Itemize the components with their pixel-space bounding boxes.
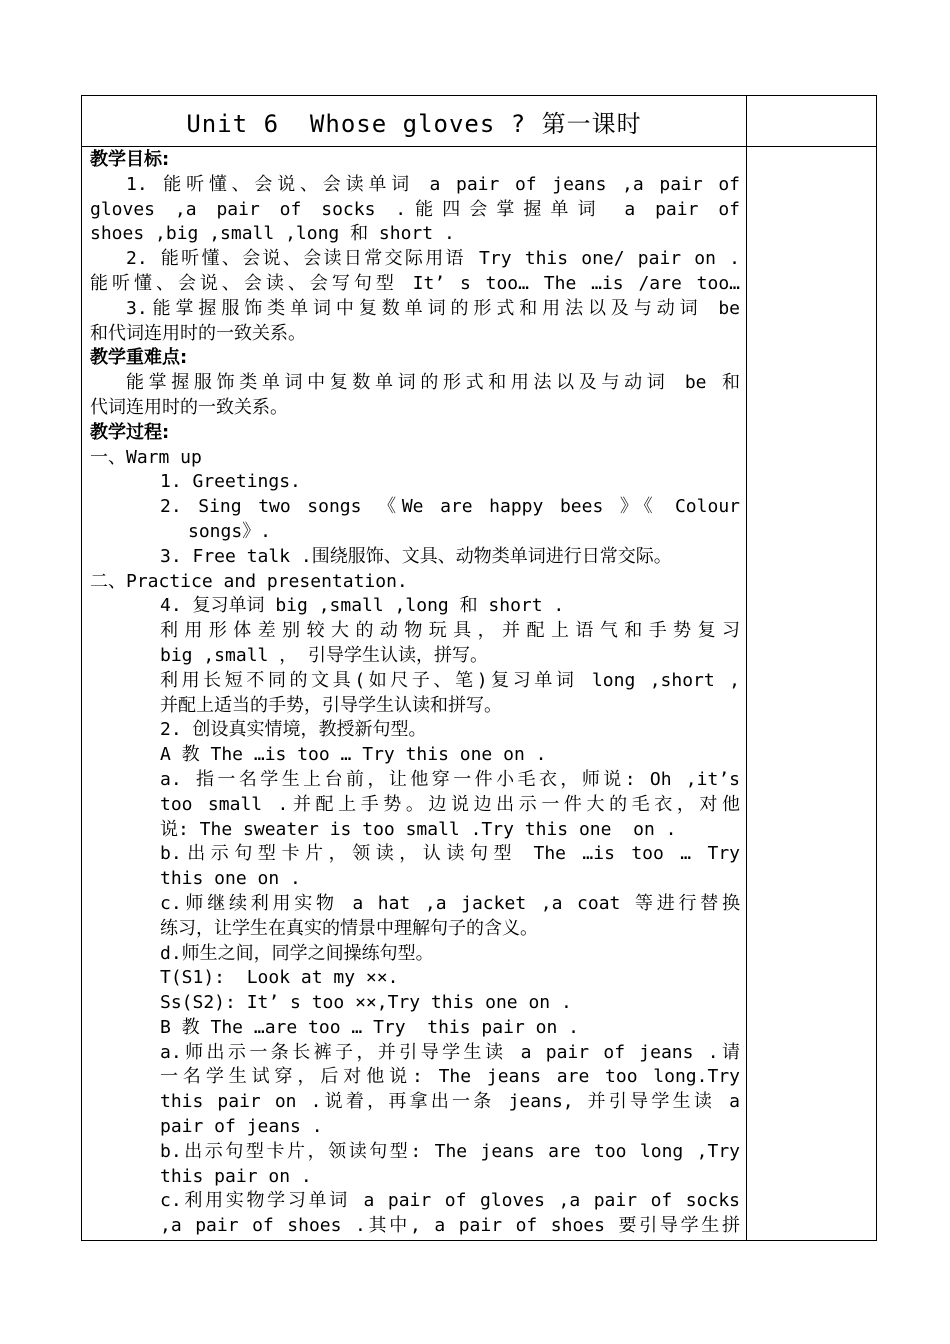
text-line: T(S1): Look at my ××.: [160, 967, 399, 989]
text-line: 一、Warm up: [90, 446, 202, 468]
text-line: 练习，让学生在真实的情景中理解句子的含义。: [160, 917, 538, 939]
text-line: 能听懂、会说、会读、会写句型 It’ s too… The …is /are too…: [90, 272, 740, 294]
text-line: 2. 创设真实情境，教授新句型。: [160, 719, 427, 741]
text-line: big ,small ， 引导学生认读，拼写。: [160, 644, 489, 666]
lesson-title: Unit 6 Whose gloves ? 第一课时: [186, 109, 642, 138]
section-heading: 教学重难点:: [90, 347, 188, 369]
text-line: a.师出示一条长裤子，并引导学生读 a pair of jeans .请: [160, 1041, 740, 1063]
text-line: 利用长短不同的文具(如尺子、笔)复习单词 long ,short ,: [160, 669, 740, 691]
text-line: 2. Sing two songs 《We are happy bees 》《 Colour: [160, 496, 740, 518]
text-line: 能掌握服饰类单词中复数单词的形式和用法以及与动词 be 和: [126, 372, 740, 394]
text-line: d.师生之间，同学之间操练句型。: [160, 942, 434, 964]
text-line: 1. Greetings.: [160, 471, 301, 493]
text-line: this one on .: [160, 868, 301, 890]
text-line: this pair on .: [160, 1165, 312, 1187]
text-line: b.出示句型卡片，领读句型: The jeans are too long ,Try: [160, 1140, 740, 1162]
text-line: 说: The sweater is too small .Try this one on .: [160, 818, 677, 840]
text-line: 3.能掌握服饰类单词中复数单词的形式和用法以及与动词 be: [126, 297, 740, 319]
text-line: 和代词连用时的一致关系。: [90, 322, 306, 344]
text-line: 并配上适当的手势，引导学生认读和拼写。: [160, 694, 502, 716]
text-line: B 教 The …are too … Try this pair on .: [160, 1016, 579, 1038]
text-line: gloves ,a pair of socks .能四会掌握单词 a pair of: [90, 198, 740, 220]
text-line: 二、Practice and presentation.: [90, 570, 408, 592]
row-divider: [82, 146, 876, 147]
section-heading: 教学目标:: [90, 149, 170, 170]
text-line: this pair on .说着，再拿出一条 jeans, 并引导学生读 a: [160, 1091, 740, 1113]
text-line: 1. 能听懂、会说、会读单词 a pair of jeans ,a pair of: [126, 173, 740, 195]
text-line: too small .并配上手势。边说边出示一件大的毛衣，对他: [160, 793, 740, 815]
text-line: Ss(S2): It’ s too ××,Try this one on .: [160, 992, 572, 1014]
text-line: 代词连用时的一致关系。: [90, 396, 288, 418]
lesson-plan-table: [81, 95, 877, 1241]
text-line: c.师继续利用实物 a hat ,a jacket ,a coat 等进行替换: [160, 892, 740, 914]
lesson-content: [90, 148, 740, 1239]
text-line: b.出示句型卡片，领读，认读句型 The …is too … Try: [160, 843, 740, 865]
text-line: 2. 能听懂、会说、会读日常交际用语 Try this one/ pair on .: [126, 248, 740, 270]
text-line: shoes ,big ,small ,long 和 short .: [90, 223, 455, 245]
text-line: 3. Free talk .围绕服饰、文具、动物类单词进行日常交际。: [160, 545, 672, 567]
text-line: a. 指一名学生上台前，让他穿一件小毛衣，师说: Oh ,it’s: [160, 768, 740, 790]
text-line: 一名学生试穿，后对他说: The jeans are too long.Try: [160, 1066, 740, 1088]
text-line: ,a pair of shoes .其中, a pair of shoes 要引导学生拼: [160, 1215, 740, 1237]
section-heading: 教学过程:: [90, 421, 170, 443]
text-line: A 教 The …is too … Try this one on .: [160, 744, 547, 766]
text-line: pair of jeans .: [160, 1116, 323, 1138]
text-line: c.利用实物学习单词 a pair of gloves ,a pair of socks: [160, 1190, 740, 1212]
text-line: songs》.: [188, 520, 272, 542]
column-divider: [746, 96, 747, 1240]
text-line: 利用形体差别较大的动物玩具，并配上语气和手势复习: [160, 620, 740, 642]
text-line: 4. 复习单词 big ,small ,long 和 short .: [160, 595, 565, 617]
